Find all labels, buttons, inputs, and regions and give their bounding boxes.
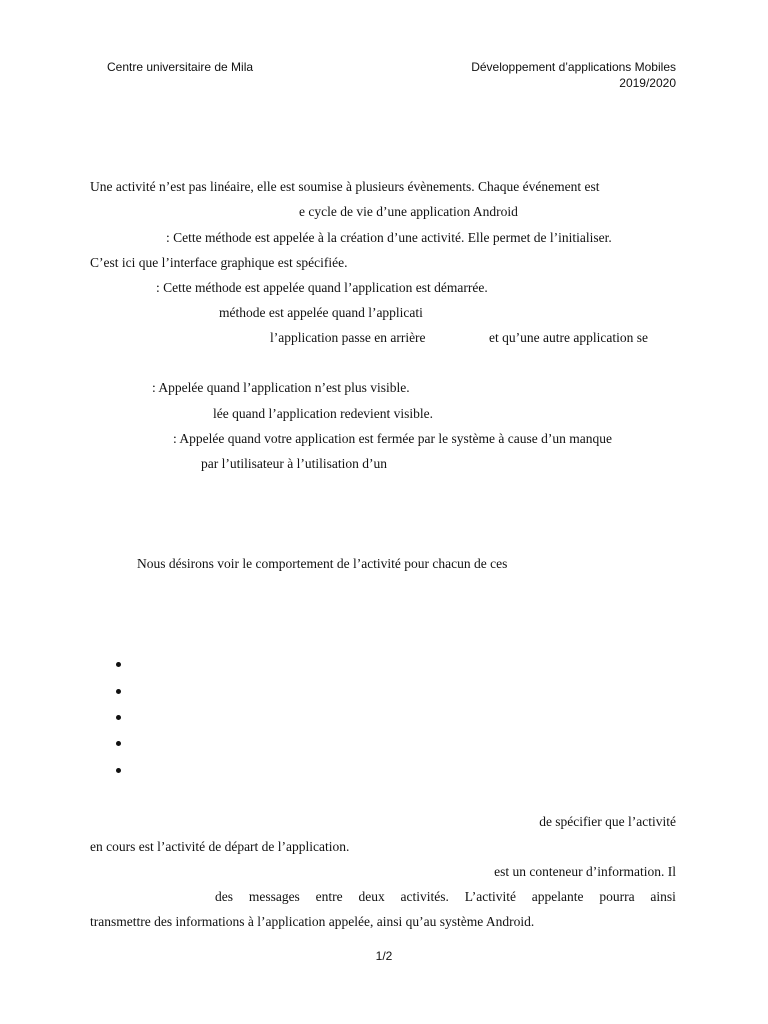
- body-line-17: transmettre des informations à l’application appelée, ainsi qu’au système Android.: [90, 914, 535, 929]
- header-course: Développement d’applications Mobiles: [471, 60, 676, 74]
- body-line-3: : Cette méthode est appelée à la création d’une activité. Elle permet de l’initialiser.: [166, 230, 612, 245]
- list-bullet: [116, 715, 121, 720]
- body-line-7a: l’application passe en arrière: [270, 330, 426, 345]
- list-bullet: [116, 741, 121, 746]
- body-line-6: méthode est appelée quand l’applicati: [219, 305, 423, 320]
- list-bullet: [116, 662, 121, 667]
- word: deux: [358, 889, 385, 904]
- word: entre: [315, 889, 343, 904]
- body-line-5: : Cette méthode est appelée quand l’application est démarrée.: [156, 280, 488, 295]
- body-line-9: lée quand l’application redevient visible.: [213, 406, 434, 421]
- body-line-8: : Appelée quand l’application n’est plus visible.: [152, 380, 410, 395]
- body-line-13: de spécifier que l’activité: [539, 814, 676, 829]
- body-line-7b: et qu’une autre application se: [489, 330, 648, 345]
- body-line-15: est un conteneur d’information. Il: [494, 864, 676, 879]
- body-line-2: e cycle de vie d’une application Android: [299, 204, 518, 219]
- word: des: [215, 889, 233, 904]
- page-number: 1/2: [375, 949, 393, 963]
- header-institution: Centre universitaire de Mila: [107, 60, 254, 74]
- word: messages: [248, 889, 300, 904]
- header-year: 2019/2020: [619, 76, 676, 90]
- list-bullet: [116, 689, 121, 694]
- word: activités.: [400, 889, 449, 904]
- list-bullet: [116, 768, 121, 773]
- body-line-10: : Appelée quand votre application est fermée par le système à cause d’un manque: [173, 431, 612, 446]
- word: appelante: [531, 889, 584, 904]
- word: ainsi: [650, 889, 676, 904]
- body-line-16: [215, 888, 676, 906]
- word: pourra: [599, 889, 635, 904]
- body-line-12: Nous désirons voir le comportement de l’activité pour chacun de ces: [137, 556, 508, 571]
- word: L’activité: [464, 889, 516, 904]
- body-line-14: en cours est l’activité de départ de l’application.: [90, 839, 350, 854]
- body-line-4: C’est ici que l’interface graphique est spécifiée.: [90, 255, 348, 270]
- body-line-11: par l’utilisateur à l’utilisation d’un: [201, 456, 387, 471]
- body-line-1: Une activité n’est pas linéaire, elle est soumise à plusieurs évènements. Chaque événement est: [90, 179, 600, 194]
